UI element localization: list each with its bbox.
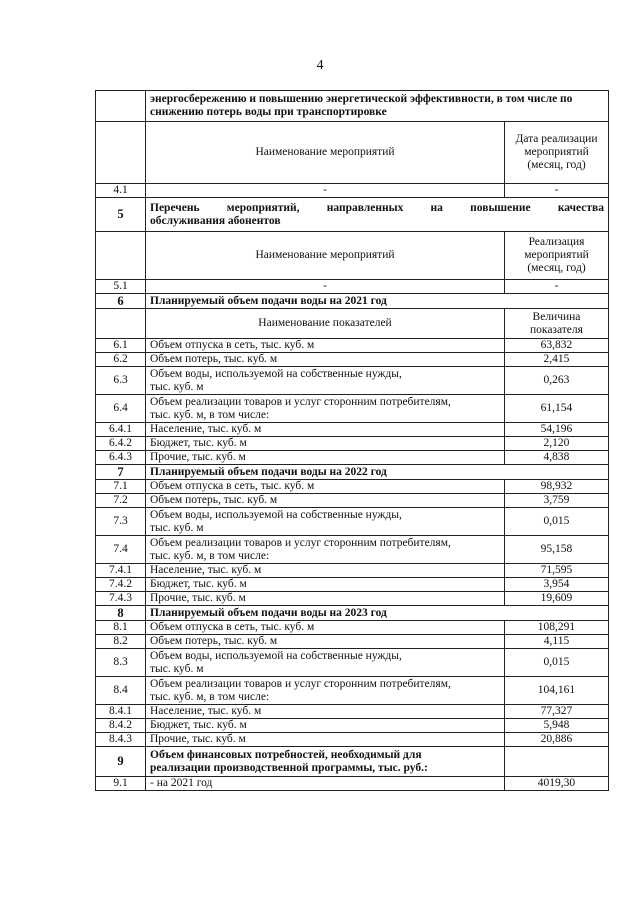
section-5-header-name: Наименование мероприятий [146,232,505,280]
table-row: 8.4.1 Население, тыс. куб. м 77,327 [96,705,609,719]
table-row: 7.4.2 Бюджет, тыс. куб. м 3,954 [96,578,609,592]
section-4-title: энергосбережению и повышению энергетической эффективности, в том числе по снижению потерь воды при транспортировке [146,91,609,122]
table-row: 6.1 Объем отпуска в сеть, тыс. куб. м 63,832 [96,339,609,353]
section-5-title: Перечень мероприятий, направленных на повышение качества обслуживания абонентов [146,198,609,232]
section-8-title: Планируемый объем подачи воды на 2023 год [146,606,609,621]
section-5-header-date: Реализация мероприятий (месяц, год) [504,232,608,280]
table-row: 7.4.1 Население, тыс. куб. м 71,595 [96,564,609,578]
section-4-header-date: Дата реализации мероприятий (месяц, год) [504,122,608,184]
page-number: 4 [316,58,324,73]
table-row: 7.4.3 Прочие, тыс. куб. м 19,609 [96,592,609,606]
program-table [95,90,609,791]
table-row: 6.2 Объем потерь, тыс. куб. м 2,415 [96,353,609,367]
table-row: 8.4.3 Прочие, тыс. куб. м 20,886 [96,733,609,747]
table-row: 7.1 Объем отпуска в сеть, тыс. куб. м 98,932 [96,480,609,494]
section-5-header-row [96,232,609,280]
table-row: 8.4 Объем реализации товаров и услуг сторонним потребителям, тыс. куб. м, в том числе: 104,161 [96,677,609,705]
table-row: 7.4 Объем реализации товаров и услуг сторонним потребителям, тыс. куб. м, в том числе: 95,158 [96,536,609,564]
section-6-header-name: Наименование показателей [146,309,505,339]
section-9-title: Объем финансовых потребностей, необходимый для реализации производственной программы, тыс. руб.: [146,747,505,777]
section-4-title-row [96,91,609,122]
table-row: 8.4.2 Бюджет, тыс. куб. м 5,948 [96,719,609,733]
table-row: 6.4.1 Население, тыс. куб. м 54,196 [96,423,609,437]
section-9-title-row: 9 Объем финансовых потребностей, необходимый для реализации производственной программы, тыс. руб.: [96,747,609,777]
table-row: 9.1 - на 2021 год 4019,30 [96,777,609,791]
section-6-header-row [96,309,609,339]
table-row: 5.1 - - [96,280,609,294]
section-7-title-row: 7 Планируемый объем подачи воды на 2022 год [96,465,609,480]
section-4-header-name: Наименование мероприятий [146,122,505,184]
section-6-title: Планируемый объем подачи воды на 2021 год [146,294,609,309]
table-row: 6.4.3 Прочие, тыс. куб. м 4,838 [96,451,609,465]
section-5-title-row [96,198,609,232]
section-4-header-row [96,122,609,184]
section-6-header-value: Величина показателя [504,309,608,339]
section-8-title-row: 8 Планируемый объем подачи воды на 2023 год [96,606,609,621]
table-row: 4.1 - - [96,184,609,198]
table-row: 6.4 Объем реализации товаров и услуг сторонним потребителям, тыс. куб. м, в том числе: 61,154 [96,395,609,423]
table-row: 8.1 Объем отпуска в сеть, тыс. куб. м 108,291 [96,621,609,635]
table-row: 7.3 Объем воды, используемой на собственные нужды, тыс. куб. м 0,015 [96,508,609,536]
section-6-title-row: 6 Планируемый объем подачи воды на 2021 год [96,294,609,309]
section-7-title: Планируемый объем подачи воды на 2022 год [146,465,609,480]
table-row: 8.3 Объем воды, используемой на собственные нужды, тыс. куб. м 0,015 [96,649,609,677]
table-row: 6.3 Объем воды, используемой на собственные нужды, тыс. куб. м 0,263 [96,367,609,395]
table-row: 7.2 Объем потерь, тыс. куб. м 3,759 [96,494,609,508]
section-number: 5 [96,198,146,232]
table-row: 8.2 Объем потерь, тыс. куб. м 4,115 [96,635,609,649]
table-row: 6.4.2 Бюджет, тыс. куб. м 2,120 [96,437,609,451]
